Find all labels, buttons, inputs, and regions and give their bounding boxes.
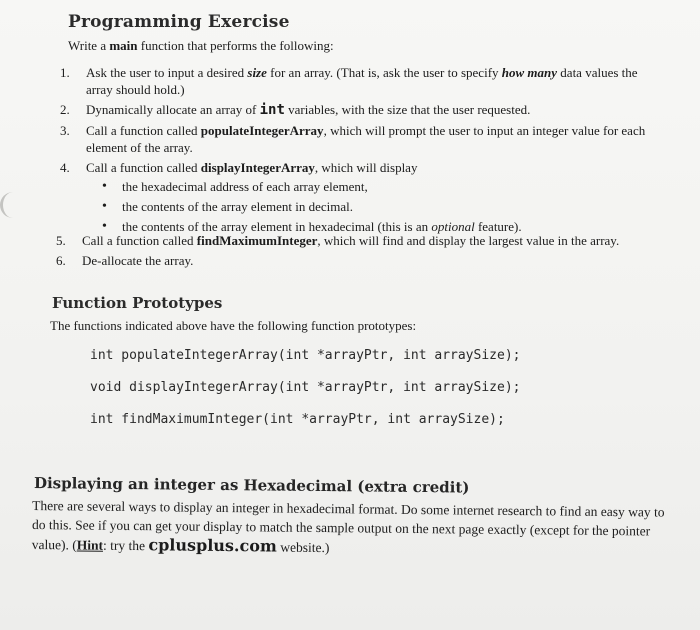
step-text (86, 65, 638, 97)
step-item (56, 232, 656, 249)
step-text-part: the hexadecimal address of each array element, (122, 179, 368, 194)
step-text-part: Ask the user to input a desired (86, 65, 248, 80)
hex-paragraph (32, 496, 673, 561)
step-item (56, 252, 656, 269)
step-number: 5. (56, 233, 66, 248)
sub-bullet-item (86, 198, 650, 215)
step-text-part: the contents of the array element in hexadecimal (this is an (122, 219, 432, 234)
step-text-part: , which will find and display the largest value in the array. (317, 233, 620, 248)
step-number: 2. (60, 102, 70, 117)
step-text-part: data values the array should hold.) (86, 65, 638, 97)
step-text-part: how many (501, 65, 558, 80)
step-text-part: De-allocate the array. (82, 253, 194, 268)
step-text-part: int (259, 102, 285, 118)
intro-suffix: function that performs the following: (137, 38, 334, 53)
step-text (86, 102, 530, 117)
hex-text-part: : try the (102, 537, 149, 554)
step-text-part: , which will display (314, 160, 418, 175)
steps-list-continued (56, 232, 656, 272)
step-number: 4. (60, 160, 70, 175)
step-number: 1. (60, 65, 70, 80)
step-text-part: findMaximumInteger (196, 233, 318, 248)
page-title: Programming Exercise (68, 12, 290, 32)
step-text (82, 233, 619, 248)
step-item (60, 159, 650, 235)
sub-bullet-list (86, 178, 650, 235)
step-text-part: , which will prompt the user to input an integer value for each element of the array. (86, 123, 646, 155)
prototype-line: int populateIntegerArray(int *arrayPtr, int arraySize); (90, 348, 521, 363)
sub-bullet-item (86, 178, 650, 195)
hex-text-part: website.) (276, 539, 330, 556)
step-item (60, 122, 650, 156)
step-text-part: Call a function called (86, 123, 201, 138)
prototype-line: void displayIntegerArray(int *arrayPtr, int arraySize); (90, 380, 521, 395)
binder-clip-shadow (0, 192, 15, 218)
step-text-part: feature). (474, 219, 522, 234)
step-item (60, 101, 650, 119)
step-text-part: optional (431, 219, 475, 234)
prototypes-heading: Function Prototypes (52, 294, 223, 312)
intro-text (68, 38, 334, 54)
hex-heading: Displaying an integer as Hexadecimal (extra credit) (33, 474, 470, 497)
step-text (86, 160, 417, 175)
step-number: 6. (56, 253, 66, 268)
step-text-part: Dynamically allocate an array of (86, 102, 260, 117)
step-text-part: Call a function called (82, 233, 197, 248)
prototype-line: int findMaximumInteger(int *arrayPtr, int arraySize); (90, 412, 505, 427)
intro-bold: main (109, 38, 138, 53)
hint-label: Hint (76, 537, 104, 553)
step-number: 3. (60, 123, 70, 138)
step-text (86, 123, 645, 155)
step-text-part: size (247, 65, 267, 80)
step-text (82, 253, 193, 268)
step-text-part: variables, with the size that the user requested. (284, 102, 531, 117)
step-text-part: displayIntegerArray (200, 160, 315, 175)
step-item (60, 64, 650, 98)
step-text-part: Call a function called (86, 160, 201, 175)
prototypes-intro: The functions indicated above have the following function prototypes: (50, 318, 417, 333)
step-text-part: the contents of the array element in decimal. (122, 199, 354, 214)
intro-prefix: Write a (68, 38, 110, 53)
steps-list (60, 64, 650, 238)
step-text-part: populateIntegerArray (200, 123, 324, 138)
site-name: cplusplus.com (148, 535, 277, 556)
step-text-part: for an array. (That is, ask the user to specify (266, 65, 502, 80)
hex-text-part: There are several ways to display an integer in hexadecimal format. Do some internet research to find an easy way to do this. See if you can get your display to match the sample output on the next page exactly (except for the pointer value). ( (31, 498, 665, 553)
